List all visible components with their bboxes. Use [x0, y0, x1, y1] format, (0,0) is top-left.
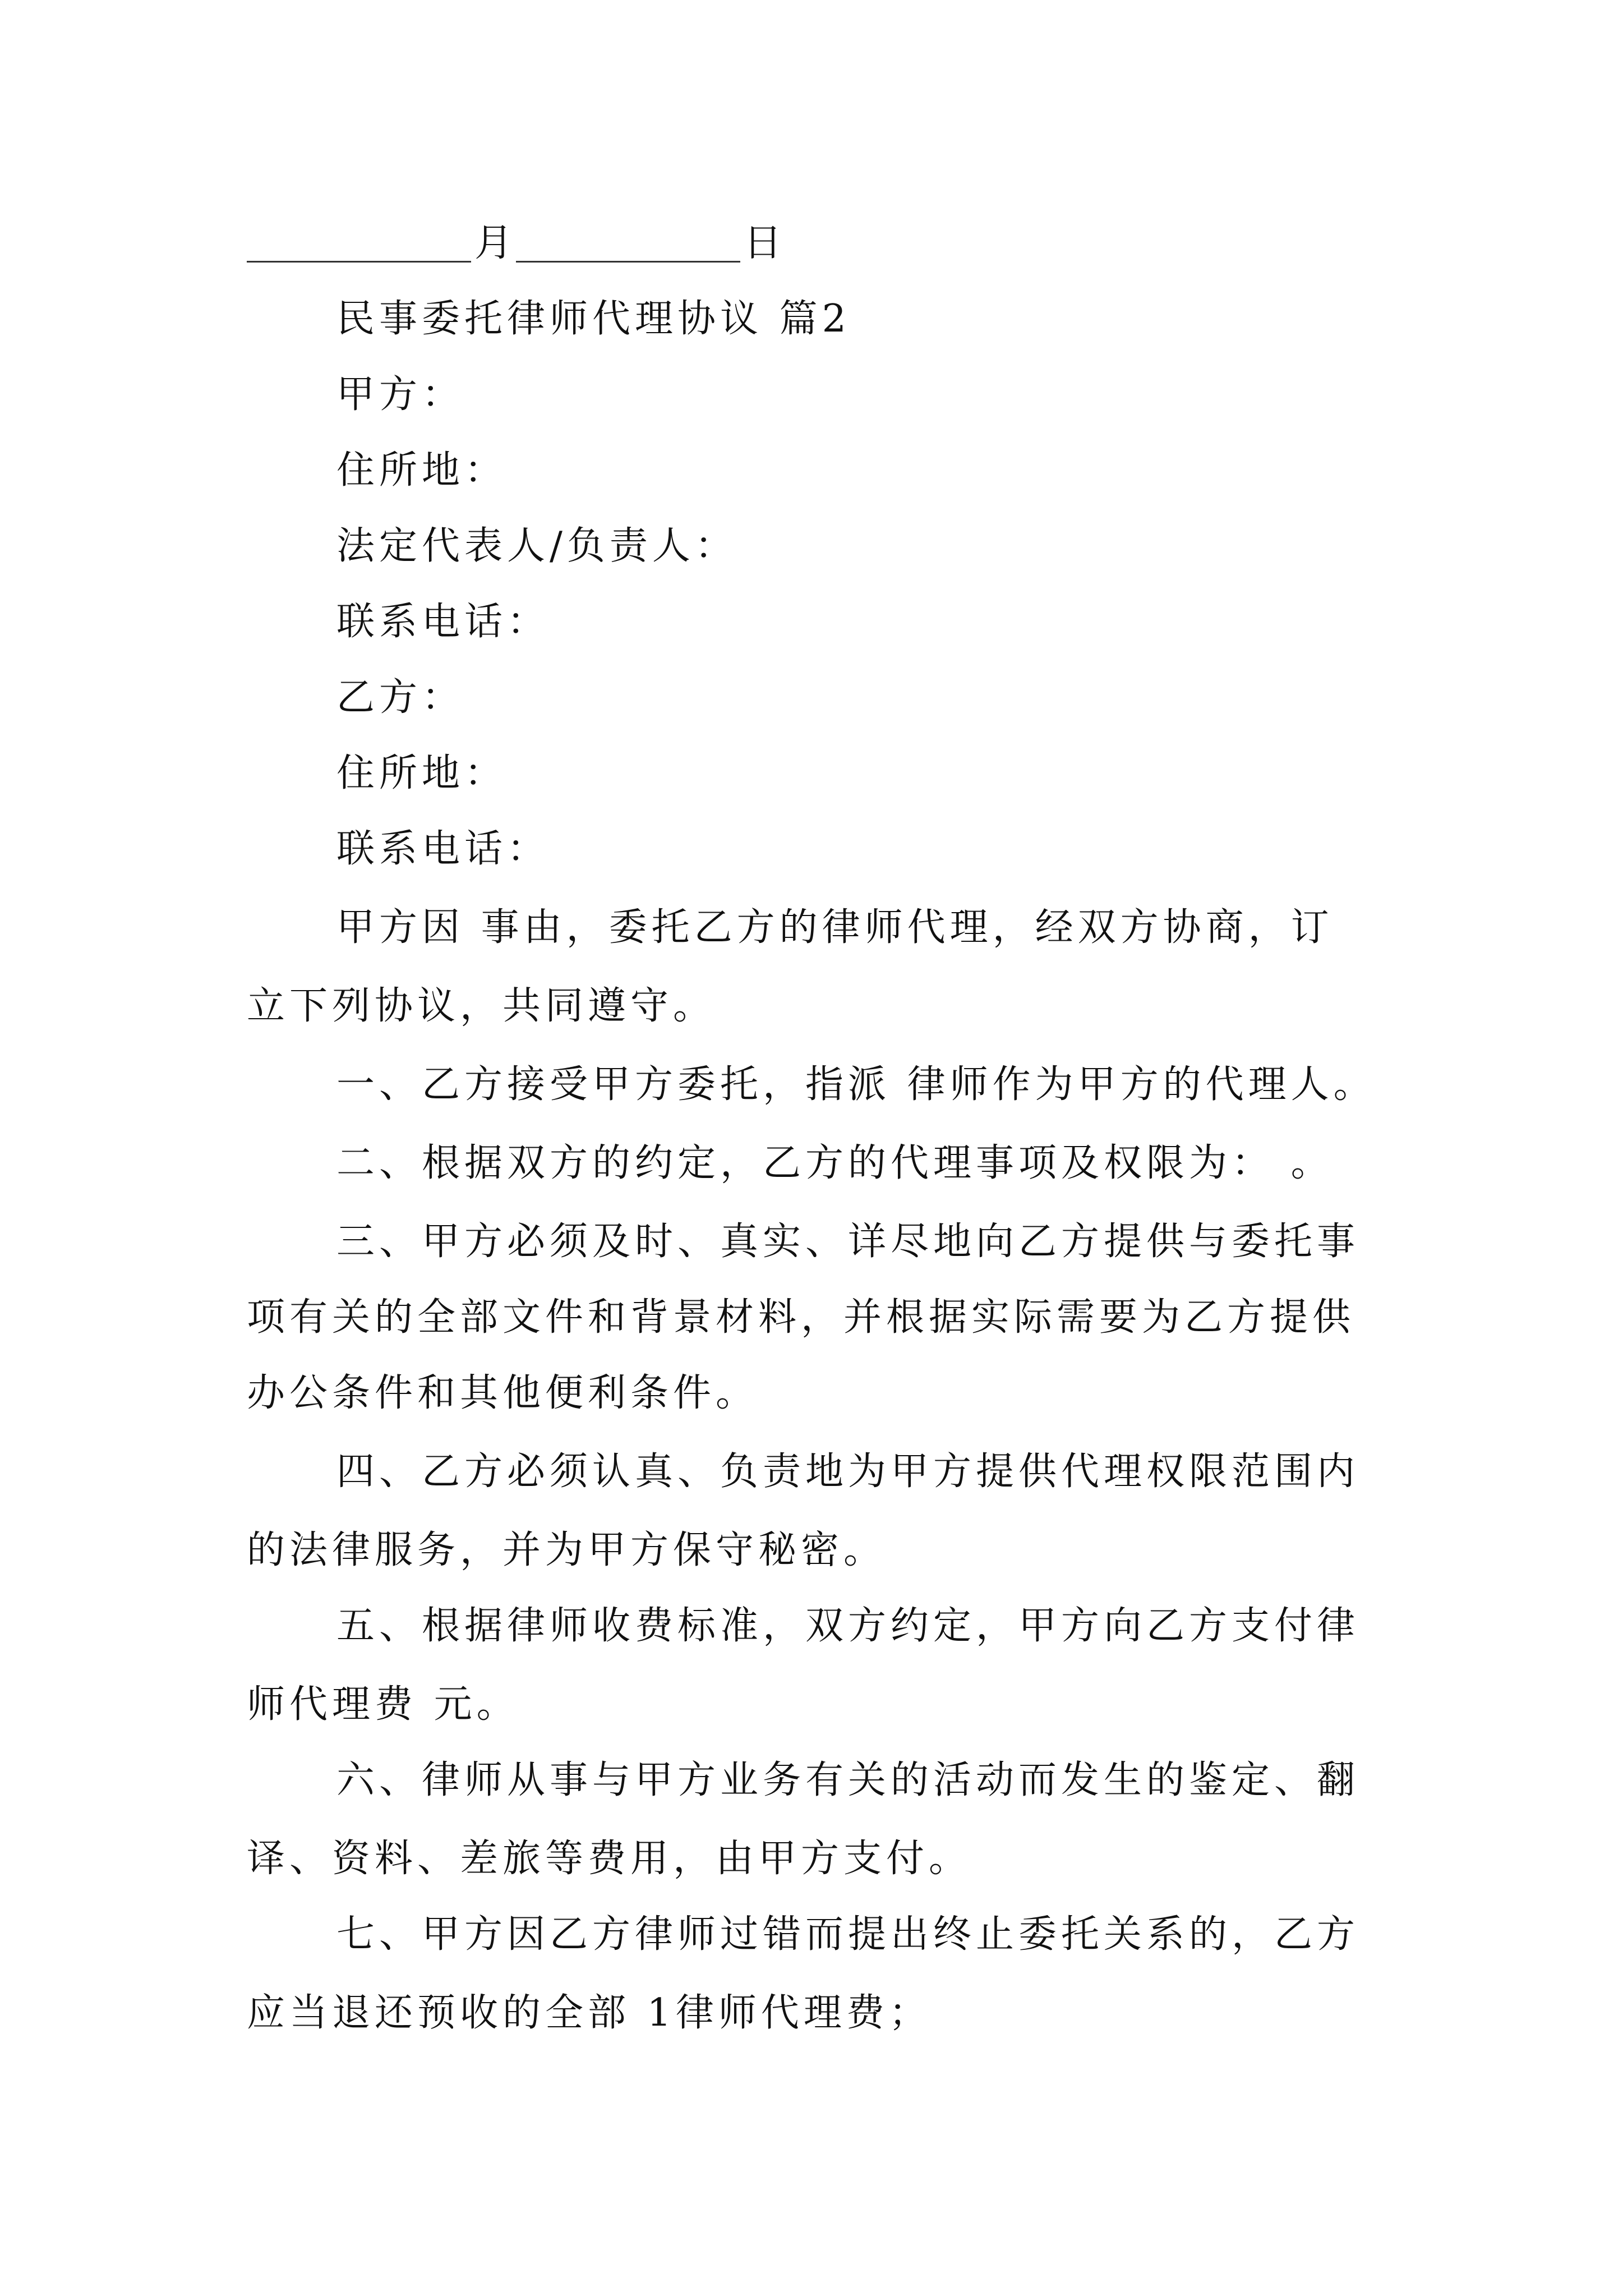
paragraph-intro-line-1: 甲方因 事由，委托乙方的律师代理，经双方协商，订: [336, 905, 1334, 950]
date-line: [247, 221, 785, 265]
day-label: 日: [744, 221, 782, 265]
field-party-a-address: 住所地：: [336, 448, 508, 493]
clause-7-line-2: 应当退还预收的全部 1律师代理费；: [247, 1991, 932, 2035]
field-party-b-phone: 联系电话：: [336, 827, 550, 871]
field-party-b: 乙方：: [336, 675, 465, 720]
clause-6-line-1: 六、律师从事与甲方业务有关的活动而发生的鉴定、翻: [336, 1758, 1360, 1802]
clause-1: 一、乙方接受甲方委托，指派 律师作为甲方的代理人。: [336, 1062, 1376, 1107]
clause-3-line-2: 项有关的全部文件和背景材料，并根据实际需要为乙方提供: [247, 1295, 1355, 1340]
field-party-b-address: 住所地：: [336, 751, 508, 795]
clause-5-line-1: 五、根据律师收费标准，双方约定，甲方向乙方支付律: [336, 1604, 1360, 1648]
field-party-a-phone: 联系电话：: [336, 600, 550, 644]
clause-4-line-2: 的法律服务，并为甲方保守秘密。: [247, 1528, 887, 1572]
day-blank: [516, 227, 740, 263]
clause-2: 二、根据双方的约定，乙方的代理事项及权限为： 。: [336, 1141, 1334, 1185]
field-party-a: 甲方：: [336, 372, 465, 417]
clause-3-line-3: 办公条件和其他便利条件。: [247, 1371, 759, 1415]
clause-3-line-1: 三、甲方必须及时、真实、详尽地向乙方提供与委托事: [336, 1220, 1360, 1264]
clause-6-line-2: 译、资料、差旅等费用，由甲方支付。: [247, 1837, 972, 1881]
clause-5-line-2: 师代理费 元。: [247, 1682, 519, 1727]
clause-7-line-1: 七、甲方因乙方律师过错而提出终止委托关系的，乙方: [336, 1912, 1360, 1957]
field-legal-representative: 法定代表人/负责人：: [336, 524, 737, 568]
paragraph-intro-line-2: 立下列协议，共同遵守。: [247, 984, 716, 1028]
clause-4-line-1: 四、乙方必须认真、负责地为甲方提供代理权限范围内: [336, 1450, 1360, 1494]
document-title: 民事委托律师代理协议 篇2: [336, 297, 851, 341]
month-label: 月: [474, 221, 513, 265]
month-blank: [247, 227, 471, 263]
